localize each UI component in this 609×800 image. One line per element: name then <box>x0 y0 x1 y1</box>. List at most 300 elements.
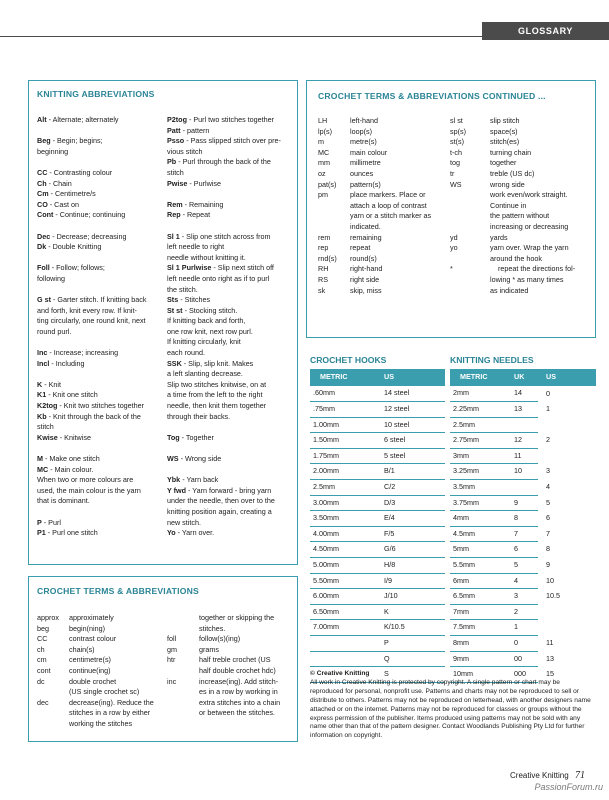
table-cell: 13 <box>506 402 538 418</box>
glossary-term: tog <box>450 158 460 168</box>
glossary-definition: the pattern without <box>490 211 550 221</box>
glossary-term: WS <box>450 179 462 189</box>
table-cell: 10mm <box>450 667 506 683</box>
glossary-entry <box>167 147 295 158</box>
table-cell: 7.5mm <box>450 620 506 636</box>
table-cell: 8 <box>506 511 538 527</box>
glossary-term: P2tog <box>167 115 187 124</box>
glossary-definition: - Follow; follows; <box>51 263 105 273</box>
glossary-definition: millimetre <box>350 158 381 168</box>
table-cell: 0 <box>506 636 538 652</box>
table-cell: 3.5mm <box>450 480 506 496</box>
glossary-entry <box>167 401 295 412</box>
glossary-entry <box>450 127 592 138</box>
glossary-term <box>450 211 490 222</box>
glossary-entry <box>37 655 165 666</box>
table-cell: 9 <box>546 560 550 570</box>
glossary-entry <box>318 264 446 275</box>
glossary-entry <box>167 390 295 401</box>
glossary-entry <box>318 158 446 169</box>
glossary-definition: - Yarn over. <box>177 528 215 538</box>
needles-header-uk: UK <box>506 369 538 386</box>
table-row <box>450 495 596 511</box>
spacer <box>37 221 165 232</box>
glossary-entry <box>167 454 295 465</box>
glossary-entry <box>450 254 592 265</box>
glossary-term: Cont <box>37 210 54 220</box>
glossary-term: rem <box>318 232 331 242</box>
glossary-definition: - Continue; continuing <box>55 210 126 220</box>
glossary-entry <box>318 169 446 180</box>
glossary-term: Sl 1 <box>167 231 180 241</box>
glossary-definition: - Centimetre/s <box>50 189 96 199</box>
table-cell: J/10 <box>376 589 445 605</box>
table-cell: 10 steel <box>376 417 445 433</box>
glossary-definition: chain(s) <box>69 644 95 654</box>
table-row <box>450 511 596 527</box>
glossary-term: SSK <box>167 358 182 368</box>
glossary-term <box>450 222 490 233</box>
hooks-header-us: US <box>376 369 445 386</box>
header-rule <box>0 36 482 37</box>
table-row <box>450 448 596 464</box>
glossary-term: yd <box>450 232 458 242</box>
glossary-entry <box>37 687 165 698</box>
glossary-term: RH <box>318 264 329 274</box>
glossary-definition: - Main colour. <box>50 464 94 474</box>
glossary-definition: - Decrease; decreasing <box>52 231 127 241</box>
glossary-definition: a left slanting decrease. <box>167 369 243 379</box>
glossary-entry <box>167 210 295 221</box>
glossary-term: oz <box>318 168 326 178</box>
table-cell: E/4 <box>376 511 445 527</box>
knitting-abbreviations-title: KNITTING ABBREVIATIONS <box>37 89 155 99</box>
glossary-term: st(s) <box>450 137 464 147</box>
glossary-definition: right-hand <box>350 264 383 274</box>
glossary-definition: - Remaining <box>184 199 224 209</box>
glossary-entry <box>37 274 165 285</box>
glossary-entry <box>450 264 592 275</box>
glossary-definition: place markers. Place or <box>350 190 426 200</box>
glossary-term: Dk <box>37 242 47 252</box>
glossary-entry <box>37 306 165 317</box>
table-cell: 7.00mm <box>310 620 376 636</box>
glossary-definition: attach a loop of contrast <box>350 200 427 210</box>
glossary-definition: turning chain <box>490 147 532 157</box>
table-cell: .60mm <box>310 386 376 402</box>
glossary-entry <box>37 327 165 338</box>
glossary-definition: begin(ning) <box>69 623 105 633</box>
glossary-definition: together <box>490 158 517 168</box>
glossary-entry <box>37 168 165 179</box>
table-cell: 9 <box>506 495 538 511</box>
spacer <box>167 189 295 200</box>
glossary-definition: double crochet <box>69 676 117 686</box>
glossary-entry <box>37 390 165 401</box>
glossary-entry <box>167 136 295 147</box>
glossary-term: gm <box>167 644 177 654</box>
glossary-entry <box>37 232 165 243</box>
glossary-definition: continue(ing) <box>69 665 111 675</box>
crochet-hooks-title: CROCHET HOOKS <box>310 355 387 365</box>
glossary-definition: increasing or decreasing <box>490 221 569 231</box>
glossary-entry <box>167 507 295 518</box>
glossary-entry <box>450 169 592 180</box>
table-row <box>310 558 445 574</box>
table-cell: H/8 <box>376 558 445 574</box>
glossary-term: Y fwd <box>167 485 187 495</box>
table-cell: 4 <box>546 482 550 492</box>
glossary-definition: - Knit through the back of the <box>48 411 141 421</box>
glossary-definition: yarn over. Wrap the yarn <box>490 243 569 253</box>
glossary-term: Patt <box>167 125 181 135</box>
table-cell: 2.00mm <box>310 464 376 480</box>
glossary-term: WS <box>167 454 179 463</box>
table-row <box>450 620 596 636</box>
glossary-term: dec <box>37 697 49 707</box>
table-row <box>310 589 445 605</box>
glossary-entry <box>37 634 165 645</box>
spacer <box>37 157 165 168</box>
glossary-definition: - Chain <box>48 178 72 188</box>
glossary-entry <box>167 634 295 645</box>
glossary-term: Inc <box>37 348 48 358</box>
glossary-entry <box>37 147 165 158</box>
spacer <box>37 507 165 518</box>
glossary-entry <box>167 285 295 296</box>
table-cell: 2 <box>546 435 550 445</box>
table-cell: C/2 <box>376 480 445 496</box>
table-row <box>450 526 596 542</box>
glossary-definition: work even/work straight. <box>490 190 568 200</box>
table-cell: 10.5 <box>546 591 560 601</box>
table-cell: 0 <box>546 388 550 398</box>
glossary-entry <box>167 412 295 423</box>
crochet-terms-continued-title: CROCHET TERMS & ABBREVIATIONS CONTINUED ... <box>318 91 546 101</box>
glossary-term <box>167 624 199 635</box>
glossary-entry <box>450 190 592 201</box>
table-row <box>310 464 445 480</box>
glossary-definition: extra stitches into a chain <box>199 697 281 707</box>
glossary-entry <box>167 242 295 253</box>
table-cell: 8 <box>546 544 550 554</box>
glossary-definition: that is dominant. <box>37 496 90 506</box>
glossary-definition: Slip two stitches knitwise, on at <box>167 379 267 389</box>
table-row <box>310 542 445 558</box>
table-row <box>450 386 596 402</box>
spacer <box>37 253 165 264</box>
glossary-definition: - Pass slipped stitch over pre- <box>186 136 281 146</box>
glossary-definition: Continue in <box>490 200 527 210</box>
table-cell: 10 <box>546 575 554 585</box>
glossary-entry <box>167 168 295 179</box>
glossary-term: yo <box>450 243 458 253</box>
glossary-entry <box>37 645 165 656</box>
glossary-term: Foll <box>37 263 50 273</box>
glossary-definition: new stitch. <box>167 517 201 527</box>
table-cell: 6 steel <box>376 433 445 449</box>
glossary-definition: as indicated <box>490 285 529 295</box>
table-cell: 1.00mm <box>310 417 376 433</box>
glossary-term: inc <box>167 676 177 686</box>
table-row <box>450 417 596 433</box>
glossary-definition: loop(s) <box>350 126 372 136</box>
glossary-term <box>318 211 350 222</box>
glossary-term: approx <box>37 613 59 622</box>
footer-page: 71 <box>574 770 585 781</box>
glossary-definition: round(s) <box>350 253 377 263</box>
glossary-term: rnd(s) <box>318 253 337 263</box>
glossary-entry <box>37 200 165 211</box>
table-cell: 3 <box>546 466 550 476</box>
glossary-definition: left needle onto right as if to purl <box>167 273 270 283</box>
table-cell: 3.25mm <box>450 464 506 480</box>
table-row <box>310 448 445 464</box>
copyright-heading: © Creative Knitting <box>310 670 370 677</box>
table-cell: 15 <box>546 669 554 679</box>
table-cell: 10 <box>506 464 538 480</box>
glossary-entry <box>37 465 165 476</box>
glossary-entry <box>37 698 165 709</box>
glossary-term: beg <box>37 623 49 633</box>
glossary-term <box>167 698 199 709</box>
glossary-term <box>318 201 350 212</box>
table-cell: P <box>376 636 445 652</box>
table-row <box>310 386 445 402</box>
table-cell: 1 <box>546 404 550 414</box>
glossary-entry <box>167 306 295 317</box>
glossary-definition: metre(s) <box>350 137 377 147</box>
glossary-definition: - Stitches <box>180 295 211 305</box>
glossary-definition: yards <box>490 232 508 242</box>
table-row <box>310 636 445 652</box>
glossary-definition: - Begin; begins; <box>52 136 103 146</box>
glossary-entry <box>167 528 295 539</box>
glossary-definition: left needle to right <box>167 242 225 252</box>
glossary-definition: following <box>37 273 65 283</box>
glossary-entry <box>37 136 165 147</box>
glossary-definition: vious stitch <box>167 146 203 156</box>
glossary-entry <box>167 348 295 359</box>
table-cell: 5 steel <box>376 448 445 464</box>
glossary-definition: lowing * as many times <box>490 274 564 284</box>
table-row <box>450 402 596 418</box>
glossary-definition: If knitting circularly, knit <box>167 337 241 347</box>
glossary-definition: knitting position again, creating a <box>167 506 272 516</box>
glossary-term <box>318 222 350 233</box>
table-row <box>310 511 445 527</box>
glossary-definition: or between the stitches. <box>199 708 275 718</box>
glossary-definition: - Stocking stitch. <box>184 305 238 315</box>
glossary-definition: If knitting back and forth, <box>167 316 246 326</box>
table-row <box>310 573 445 589</box>
table-cell: 9mm <box>450 651 506 667</box>
glossary-term: Ch <box>37 178 47 188</box>
crochet-terms-col-1 <box>37 613 165 730</box>
glossary-term: Yo <box>167 528 176 538</box>
table-cell <box>538 448 596 464</box>
glossary-term: Dec <box>37 231 51 241</box>
table-cell: 12 steel <box>376 402 445 418</box>
needles-header-us: US <box>538 369 596 386</box>
glossary-definition: - Yarn forward - bring yarn <box>188 485 272 495</box>
spacer <box>37 126 165 137</box>
table-cell: 1 <box>506 620 538 636</box>
table-cell: 6 <box>546 513 550 523</box>
table-cell <box>538 417 596 433</box>
knitting-needles-title: KNITTING NEEDLES <box>450 355 534 365</box>
glossary-definition: - Together <box>181 432 214 442</box>
glossary-definition: decrease(ing). Reduce the <box>69 697 154 707</box>
table-row <box>310 604 445 620</box>
glossary-entry <box>318 233 446 244</box>
glossary-definition: space(s) <box>490 126 518 136</box>
glossary-entry <box>318 275 446 286</box>
glossary-term: G st <box>37 295 51 305</box>
glossary-term: Pwise <box>167 178 188 188</box>
table-cell: 3.75mm <box>450 495 506 511</box>
glossary-definition: - Slip, slip knit. Makes <box>183 358 254 368</box>
glossary-entry <box>167 655 295 666</box>
knitting-needles-table <box>450 369 596 683</box>
glossary-entry <box>37 708 165 719</box>
glossary-definition: pattern(s) <box>350 179 381 189</box>
glossary-definition: main colour <box>350 147 388 157</box>
table-cell: 2 <box>506 604 538 620</box>
glossary-definition: - Increase; increasing <box>49 348 119 358</box>
glossary-term: RS <box>318 274 328 284</box>
table-cell: 2mm <box>450 386 506 402</box>
knitting-col-1 <box>37 115 165 539</box>
glossary-entry <box>167 433 295 444</box>
table-cell <box>310 651 376 667</box>
glossary-entry <box>167 274 295 285</box>
glossary-entry <box>37 677 165 688</box>
glossary-definition: stitches. <box>199 623 226 633</box>
glossary-entry <box>37 528 165 539</box>
table-row <box>450 573 596 589</box>
glossary-entry <box>37 422 165 433</box>
spacer <box>37 443 165 454</box>
glossary-definition: When two or more colours are <box>37 475 134 485</box>
glossary-entry <box>318 116 446 127</box>
glossary-term: Pb <box>167 157 177 167</box>
glossary-entry <box>167 486 295 497</box>
glossary-definition: follow(s)(ing) <box>199 634 241 644</box>
glossary-entry <box>37 348 165 359</box>
table-row <box>450 433 596 449</box>
glossary-term: Rem <box>167 199 183 209</box>
glossary-entry <box>167 115 295 126</box>
table-row <box>310 402 445 418</box>
table-cell: .75mm <box>310 402 376 418</box>
glossary-definition: - Purl one stitch <box>47 528 98 538</box>
table-cell: D/3 <box>376 495 445 511</box>
glossary-term: lp(s) <box>318 126 332 136</box>
spacer <box>167 465 295 476</box>
glossary-entry <box>37 475 165 486</box>
table-row <box>450 651 596 667</box>
glossary-term: * <box>450 264 453 274</box>
glossary-entry <box>450 233 592 244</box>
glossary-entry <box>318 222 446 233</box>
glossary-definition: ounces <box>350 168 374 178</box>
glossary-definition: contrast colour <box>69 634 117 644</box>
glossary-definition: - pattern <box>182 125 210 135</box>
glossary-term: Beg <box>37 136 51 146</box>
page-title: GLOSSARY <box>518 26 573 36</box>
table-row <box>450 542 596 558</box>
glossary-entry <box>167 126 295 137</box>
glossary-definition: round purl. <box>37 326 72 336</box>
glossary-definition: stitch <box>167 167 184 177</box>
glossary-definition: - Purl two stitches together <box>188 115 275 124</box>
glossary-entry <box>167 708 295 719</box>
glossary-term: htr <box>167 655 176 665</box>
glossary-entry <box>37 613 165 624</box>
table-cell: Q <box>376 651 445 667</box>
glossary-entry <box>37 433 165 444</box>
glossary-term <box>37 687 69 698</box>
glossary-term: CO <box>37 199 48 209</box>
glossary-term <box>167 687 199 698</box>
table-cell: 6 <box>506 542 538 558</box>
glossary-definition: skip, miss <box>350 285 382 295</box>
glossary-definition: together or skipping the <box>199 613 275 622</box>
glossary-definition: indicated. <box>350 221 381 231</box>
spacer <box>37 369 165 380</box>
glossary-entry <box>318 148 446 159</box>
hooks-header-metric: METRIC <box>310 369 376 386</box>
glossary-term <box>167 613 199 624</box>
table-cell: 11 <box>546 638 554 647</box>
glossary-entry <box>37 263 165 274</box>
table-row <box>450 636 596 652</box>
glossary-entry <box>318 286 446 297</box>
glossary-definition: - Yarn back <box>182 475 219 485</box>
glossary-entry <box>318 180 446 191</box>
table-cell: 4.00mm <box>310 526 376 542</box>
glossary-term <box>450 254 490 265</box>
glossary-entry <box>167 666 295 677</box>
glossary-entry <box>37 115 165 126</box>
glossary-entry <box>37 624 165 635</box>
glossary-entry <box>37 179 165 190</box>
glossary-term: LH <box>318 116 328 125</box>
glossary-term: Sts <box>167 295 179 305</box>
glossary-definition: - Slip next stitch off <box>213 263 274 273</box>
glossary-definition: es in a row by working in <box>199 687 278 697</box>
spacer <box>167 422 295 433</box>
table-cell: I/9 <box>376 573 445 589</box>
knitting-col-2 <box>167 115 295 539</box>
glossary-entry <box>450 243 592 254</box>
glossary-entry <box>37 380 165 391</box>
glossary-entry <box>450 148 592 159</box>
footer-magazine: Creative Knitting <box>510 771 569 780</box>
glossary-definition: stitch <box>37 422 54 432</box>
glossary-term: tr <box>450 168 455 178</box>
glossary-term: rep <box>318 243 329 253</box>
glossary-term: Kb <box>37 411 47 421</box>
glossary-entry <box>37 242 165 253</box>
glossary-term: CC <box>37 167 48 177</box>
glossary-entry <box>167 316 295 327</box>
glossary-definition: - Purl <box>43 517 61 527</box>
table-cell: 6mm <box>450 573 506 589</box>
table-cell <box>538 604 596 620</box>
glossary-entry <box>450 137 592 148</box>
